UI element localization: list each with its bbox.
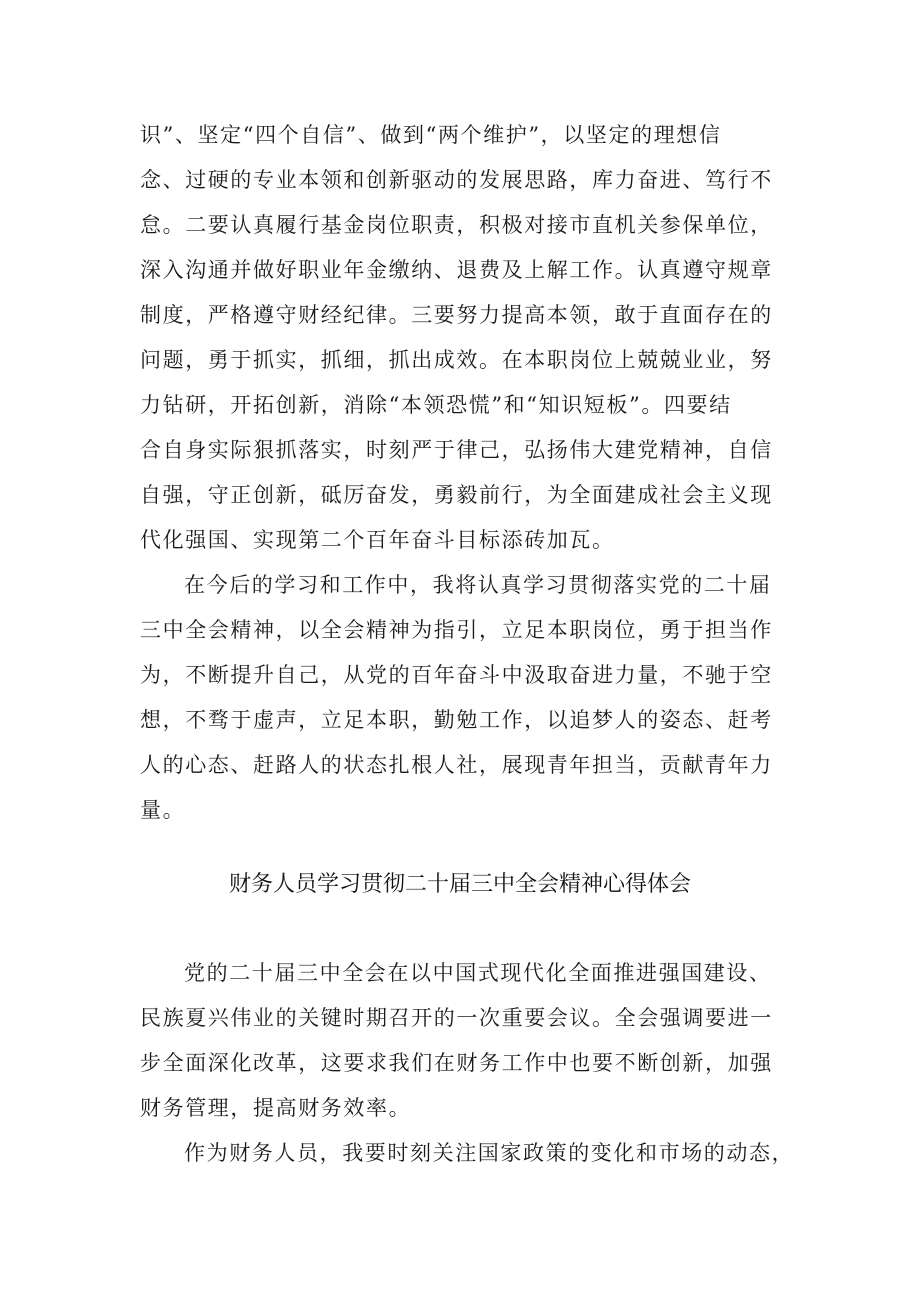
paragraph-line: 深入沟通并做好职业年金缴纳、退费及上解工作。认真遵守规章 (140, 258, 773, 282)
paragraph-line: 识”、坚定“四个自信”、做到“两个维护”，以坚定的理想信 (140, 123, 722, 147)
paragraph-line: 民族夏兴伟业的关键时期召开的一次重要会议。全会强调要进一 (140, 1006, 773, 1030)
paragraph-line: 人的心态、赶路人的状态扎根人社，展现青年担当，贡献青年力 (140, 753, 773, 777)
paragraph-first-line: 作为财务人员，我要时刻关注国家政策的变化和市场的动态， (184, 1141, 795, 1165)
paragraph-line: 代化强国、实现第二个百年奋斗目标添砖加瓦。 (140, 528, 615, 552)
paragraph-line: 合自身实际狠抓落实，时刻严于律己，弘扬伟大建党精神，自信 (140, 438, 773, 462)
paragraph-line: 念、过硬的专业本领和创新驱动的发展思路，库力奋进、笃行不 (140, 168, 773, 192)
paragraph-line: 步全面深化改革，这要求我们在财务工作中也要不断创新，加强 (140, 1051, 773, 1075)
article-title: 财务人员学习贯彻二十届三中全会精神心得体会 (228, 872, 691, 897)
paragraph-line: 财务管理，提高财务效率。 (140, 1096, 412, 1120)
paragraph-line: 为，不断提升自己，从党的百年奋斗中汲取奋进力量，不驰于空 (140, 663, 773, 687)
paragraph-line: 问题，勇于抓实，抓细，抓出成效。在本职岗位上兢兢业业，努 (140, 348, 773, 372)
paragraph-first-line: 党的二十届三中全会在以中国式现代化全面推进强国建设、 (184, 961, 772, 985)
paragraph-line: 量。 (140, 798, 186, 822)
paragraph-line: 自强，守正创新，砥厉奋发，勇毅前行，为全面建成社会主义现 (140, 483, 773, 507)
paragraph-line: 三中全会精神，以全会精神为指引，立足本职岗位，勇于担当作 (140, 618, 773, 642)
paragraph-line: 力钻研，开拓创新，消除“本领恐慌”和“知识短板”。四要结 (140, 393, 732, 417)
paragraph-line: 制度，严格遵守财经纪律。三要努力提高本领，敢于直面存在的 (140, 303, 773, 327)
paragraph-line: 想，不骛于虚声，立足本职，勤勉工作，以追梦人的姿态、赶考 (140, 708, 773, 732)
paragraph-line: 怠。二要认真履行基金岗位职责，积极对接市直机关参保单位， (140, 213, 773, 237)
paragraph-first-line: 在今后的学习和工作中，我将认真学习贯彻落实党的二十届 (184, 573, 772, 597)
